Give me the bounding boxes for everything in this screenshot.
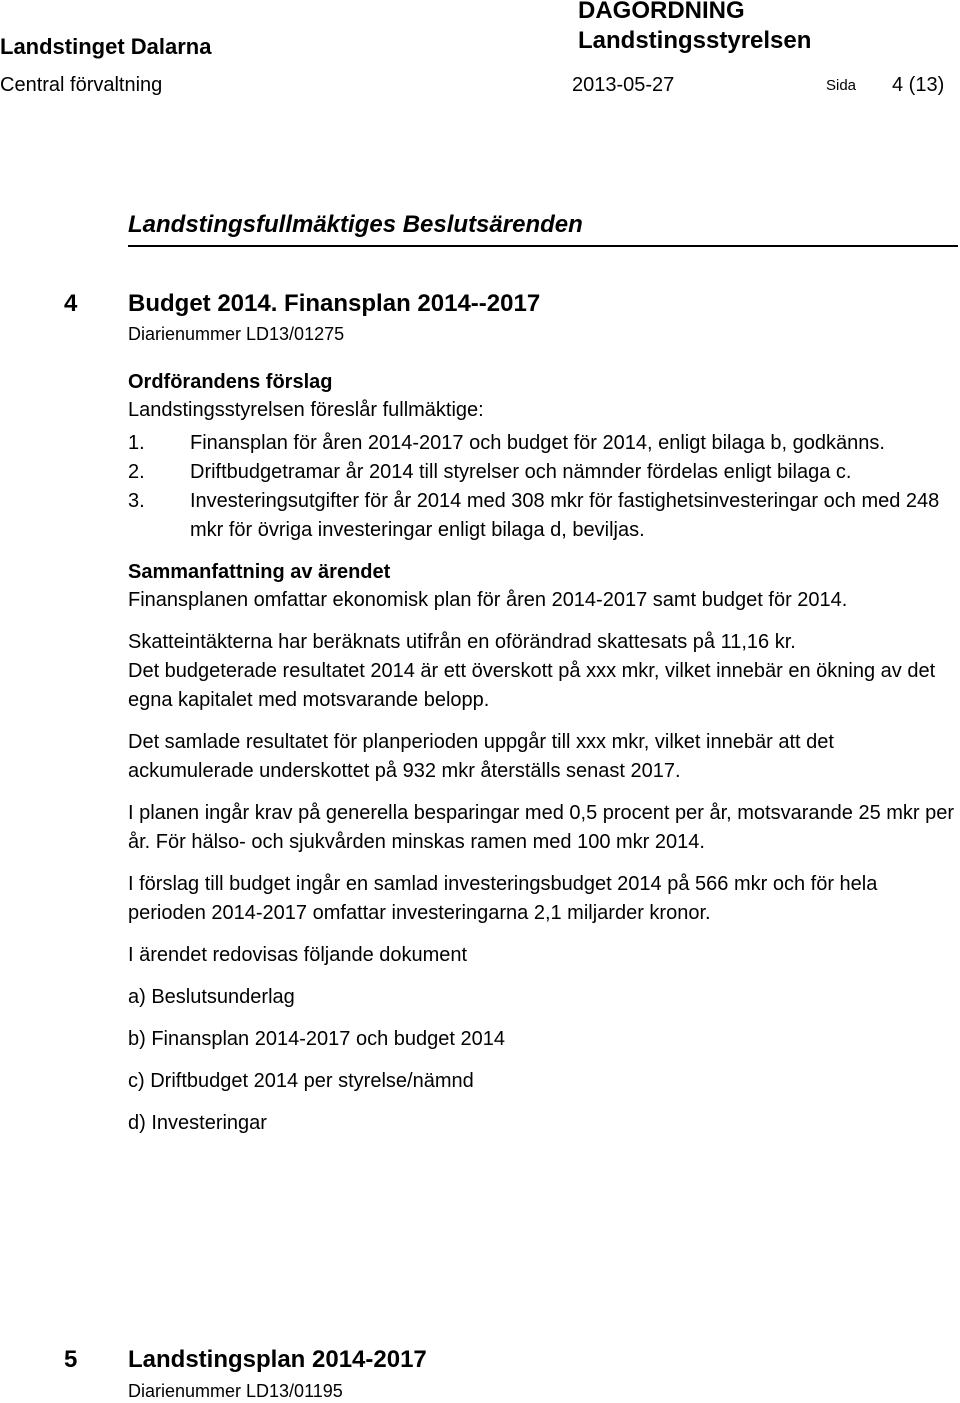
- organization-name: Landstinget Dalarna: [0, 34, 212, 59]
- item-content: [128, 368, 958, 1138]
- proposal-point-number: 2.: [128, 461, 145, 483]
- document-type: DAGORDNING: [578, 0, 745, 24]
- proposal-point-number: 1.: [128, 432, 145, 454]
- item-diary-number: Diarienummer LD13/01275: [128, 324, 345, 344]
- proposal-heading: Ordförandens förslag: [128, 371, 333, 393]
- proposal-point-text: Finansplan för åren 2014-2017 och budget för 2014, enligt bilaga b, godkänns.: [190, 432, 885, 454]
- proposal-point-number: 3.: [128, 490, 145, 512]
- proposal-intro: Landstingsstyrelsen föreslår fullmäktige:: [128, 399, 484, 421]
- item-title: Budget 2014. Finansplan 2014--2017: [128, 290, 541, 317]
- document-item: d) Investeringar: [128, 1112, 267, 1134]
- proposal-point-text: Driftbudgetramar år 2014 till styrelser och nämnder fördelas enligt bilaga c.: [190, 461, 852, 483]
- department-name: Central förvaltning: [0, 74, 163, 96]
- section-heading: Landstingsfullmäktiges Beslutsärenden: [128, 211, 583, 238]
- item-title: Landstingsplan 2014-2017: [128, 1346, 427, 1373]
- summary-paragraph: I förslag till budget ingår en samlad investeringsbudget 2014 på 566 mkr och för hela perioden 2014-2017 omfattar investeringarna 2,1 miljarder kronor.: [128, 873, 878, 924]
- proposal-list: [128, 429, 958, 545]
- document-item: c) Driftbudget 2014 per styrelse/nämnd: [128, 1070, 474, 1092]
- summary-paragraph: Finansplanen omfattar ekonomisk plan för åren 2014-2017 samt budget för 2014.: [128, 589, 848, 611]
- item-diary-number: Diarienummer LD13/01195: [128, 1381, 343, 1401]
- summary-paragraph: Skatteintäkterna har beräknats utifrån en oförändrad skattesats på 11,16 kr.: [128, 631, 796, 653]
- document-item: b) Finansplan 2014-2017 och budget 2014: [128, 1028, 505, 1050]
- summary-paragraph: Det samlade resultatet för planperioden uppgår till xxx mkr, vilket innebär att det ackumulerade underskottet på 932 mkr återställs senast 2017.: [128, 731, 834, 782]
- page-number: 4 (13): [892, 74, 945, 96]
- documents-intro: I ärendet redovisas följande dokument: [128, 944, 468, 966]
- summary-heading: Sammanfattning av ärendet: [128, 561, 391, 583]
- proposal-point-text: Investeringsutgifter för år 2014 med 308 mkr för fastighetsinvesteringar och med 248 mkr för övriga investeringar enligt bilaga d, beviljas.: [190, 490, 940, 541]
- page-label: Sida: [826, 77, 857, 94]
- item-number: 4: [64, 290, 78, 317]
- proposal-point: [128, 458, 958, 487]
- document-item: a) Beslutsunderlag: [128, 986, 295, 1008]
- item-number: 5: [64, 1346, 78, 1373]
- proposal-point: [128, 429, 958, 458]
- section-divider: [128, 245, 958, 247]
- board-name: Landstingsstyrelsen: [578, 27, 812, 54]
- document-date: 2013-05-27: [572, 74, 675, 96]
- summary-paragraph: Det budgeterade resultatet 2014 är ett överskott på xxx mkr, vilket innebär en ökning av det egna kapitalet med motsvarande belopp.: [128, 660, 936, 711]
- summary-paragraph: I planen ingår krav på generella besparingar med 0,5 procent per år, motsvarande 25 mkr per år. För hälso- och sjukvården minskas ramen med 100 mkr 2014.: [128, 802, 955, 853]
- proposal-point: [128, 487, 958, 545]
